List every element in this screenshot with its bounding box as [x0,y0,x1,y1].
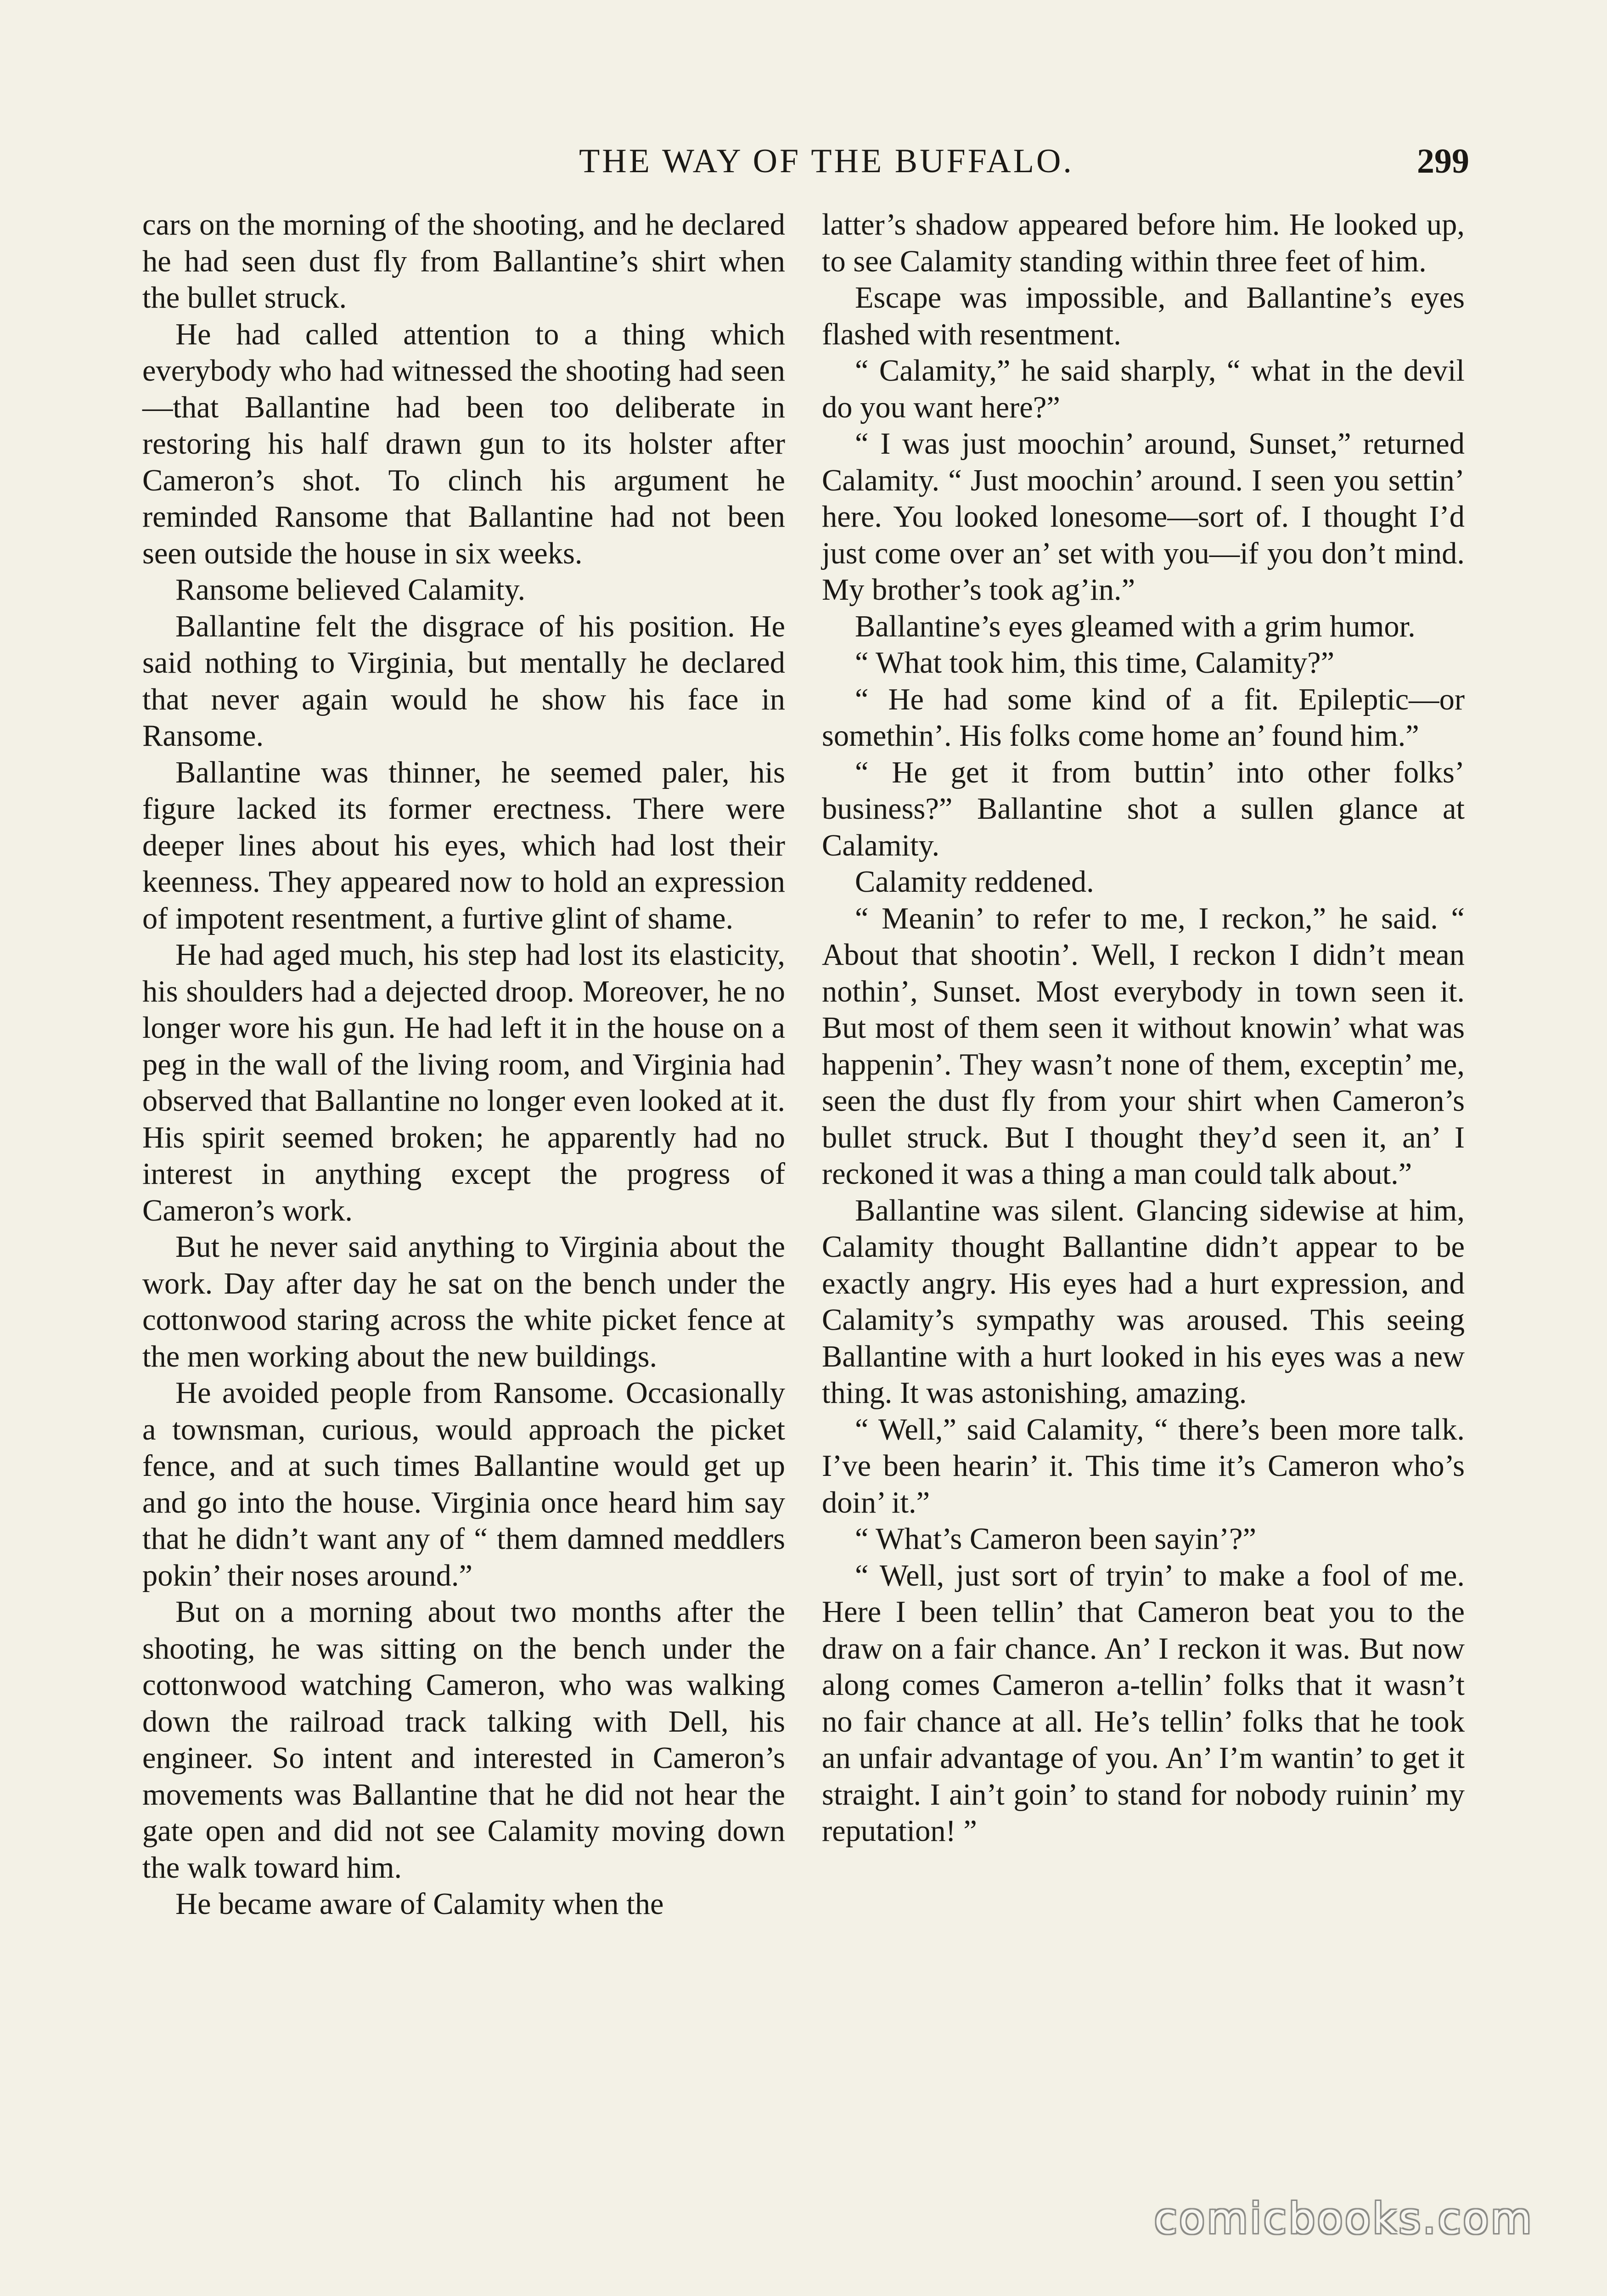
paragraph: Calamity reddened. [855,865,1094,899]
watermark-text: comicbooks.com [1154,2194,1534,2243]
paragraph: “ I was just moochin’ around, Sunset,” returned Calamity. “ Just moochin’ around. I seen you settin’ here. You looked lonesome—sort of. I thought I’d just come over an’ set with you—if you don’t mind. My brother’s took ag’in.” [822,427,1465,607]
paragraph: Escape was impossible, and Ballantine’s eyes flashed with resentment. [822,281,1465,351]
paragraph: “ He get it from buttin’ into other folks’ business?” Ballantine shot a sullen glance at Calamity. [822,755,1465,862]
paragraph: But he never said anything to Virginia about the work. Day after day he sat on the bench under the cottonwood staring across the white picket fence at the men working about the new buildings. [142,1230,785,1373]
paragraph: Ransome believed Calamity. [175,573,526,607]
running-title: THE WAY OF THE BUFFALO. [579,142,1074,180]
paragraph: Ballantine was silent. Glancing sidewise at him, Calamity thought Ballantine didn’t appear to be exactly angry. His eyes had a hurt expression, and Calamity’s sympathy was aroused. This seeing Ballantine with a hurt looked in his eyes was a new thing. It was astonishing, amazing. [822,1193,1465,1410]
paragraph: “ He had some kind of a fit. Epileptic—or somethin’. His folks come home an’ found him.” [822,682,1465,753]
paragraph: He had called attention to a thing which everybody who had witnessed the shooting had seen—that Ballantine had been too deliberate in restoring his half drawn gun to its holster after Cameron’s shot. To clinch his argument he reminded Ransome that Ballantine had not been seen outside the house in six weeks. [142,317,785,570]
paragraph: But on a morning about two months after the shooting, he was sitting on the bench under the cottonwood watching Cameron, who was walking down the railroad track talking with Dell, his engineer. So intent and interested in Cameron’s movements was Ballantine that he did not hear the gate open and did not see Calamity moving down the walk toward him. [142,1595,785,1885]
paragraph: Ballantine was thinner, he seemed paler, his figure lacked its former erectness. There were deeper lines about his eyes, which had lost their keenness. They appeared now to hold an expression of impotent resentment, a furtive glint of shame. [142,755,785,935]
right-column [822,207,1465,1850]
paragraph: He avoided people from Ransome. Occasionally a townsman, curious, would approach the picket fence, and at such times Ballantine would get up and go into the house. Virginia once heard him say that he didn’t want any of “ them damned meddlers pokin’ their noses around.” [142,1376,785,1593]
paragraph: “ Calamity,” he said sharply, “ what in the devil do you want here?” [822,354,1465,424]
paragraph: “ Meanin’ to refer to me, I reckon,” he said. “ About that shootin’. Well, I reckon I didn’t mean nothin’, Sunset. Most everybody in town seen it. But most of them seen it without knowin’ what was happenin’. They wasn’t none of them, exceptin’ me, seen the dust fly from your shirt when Cameron’s bullet struck. But I thought they’d seen it, an’ I reckoned it was a thing a man could talk about.” [822,901,1465,1191]
paragraph: “ What took him, this time, Calamity?” [855,646,1335,680]
paragraph: “ What’s Cameron been sayin’?” [855,1522,1257,1556]
paragraph: “ Well, just sort of tryin’ to make a fool of me. Here I been tellin’ that Cameron beat you to the draw on a fair chance. An’ I reckon it was. But now along comes Cameron a-tellin’ folks that it wasn’t no fair chance at all. He’s tellin’ folks that he took an unfair advantage of you. An’ I’m wantin’ to get it straight. I ain’t goin’ to stand for nobody ruinin’ my reputation! ” [822,1559,1465,1848]
left-column [142,207,785,1923]
paragraph: He became aware of Calamity when the [175,1887,664,1921]
page-number: 299 [1417,142,1469,180]
running-head [138,136,1469,191]
paragraph: latter’s shadow appeared before him. He looked up, to see Calamity standing within three feet of him. [822,208,1465,278]
paragraph: “ Well,” said Calamity, “ there’s been more talk. I’ve been hearin’ it. This time it’s Cameron who’s doin’ it.” [822,1412,1465,1519]
paragraph: Ballantine felt the disgrace of his position. He said nothing to Virginia, but mentally he declared that never again would he show his face in Ransome. [142,609,785,753]
paragraph: He had aged much, his step had lost its elasticity, his shoulders had a dejected droop. Moreover, he no longer wore his gun. He had left it in the house on a peg in the wall of the living room, and Virginia had observed that Ballantine no longer even looked at it. His spirit seemed broken; he apparently had no interest in anything except the progress of Cameron’s work. [142,938,785,1227]
paragraph: Ballantine’s eyes gleamed with a grim humor. [855,609,1416,643]
paragraph: cars on the morning of the shooting, and he declared he had seen dust fly from Ballantine’s shirt when the bullet struck. [142,208,785,315]
